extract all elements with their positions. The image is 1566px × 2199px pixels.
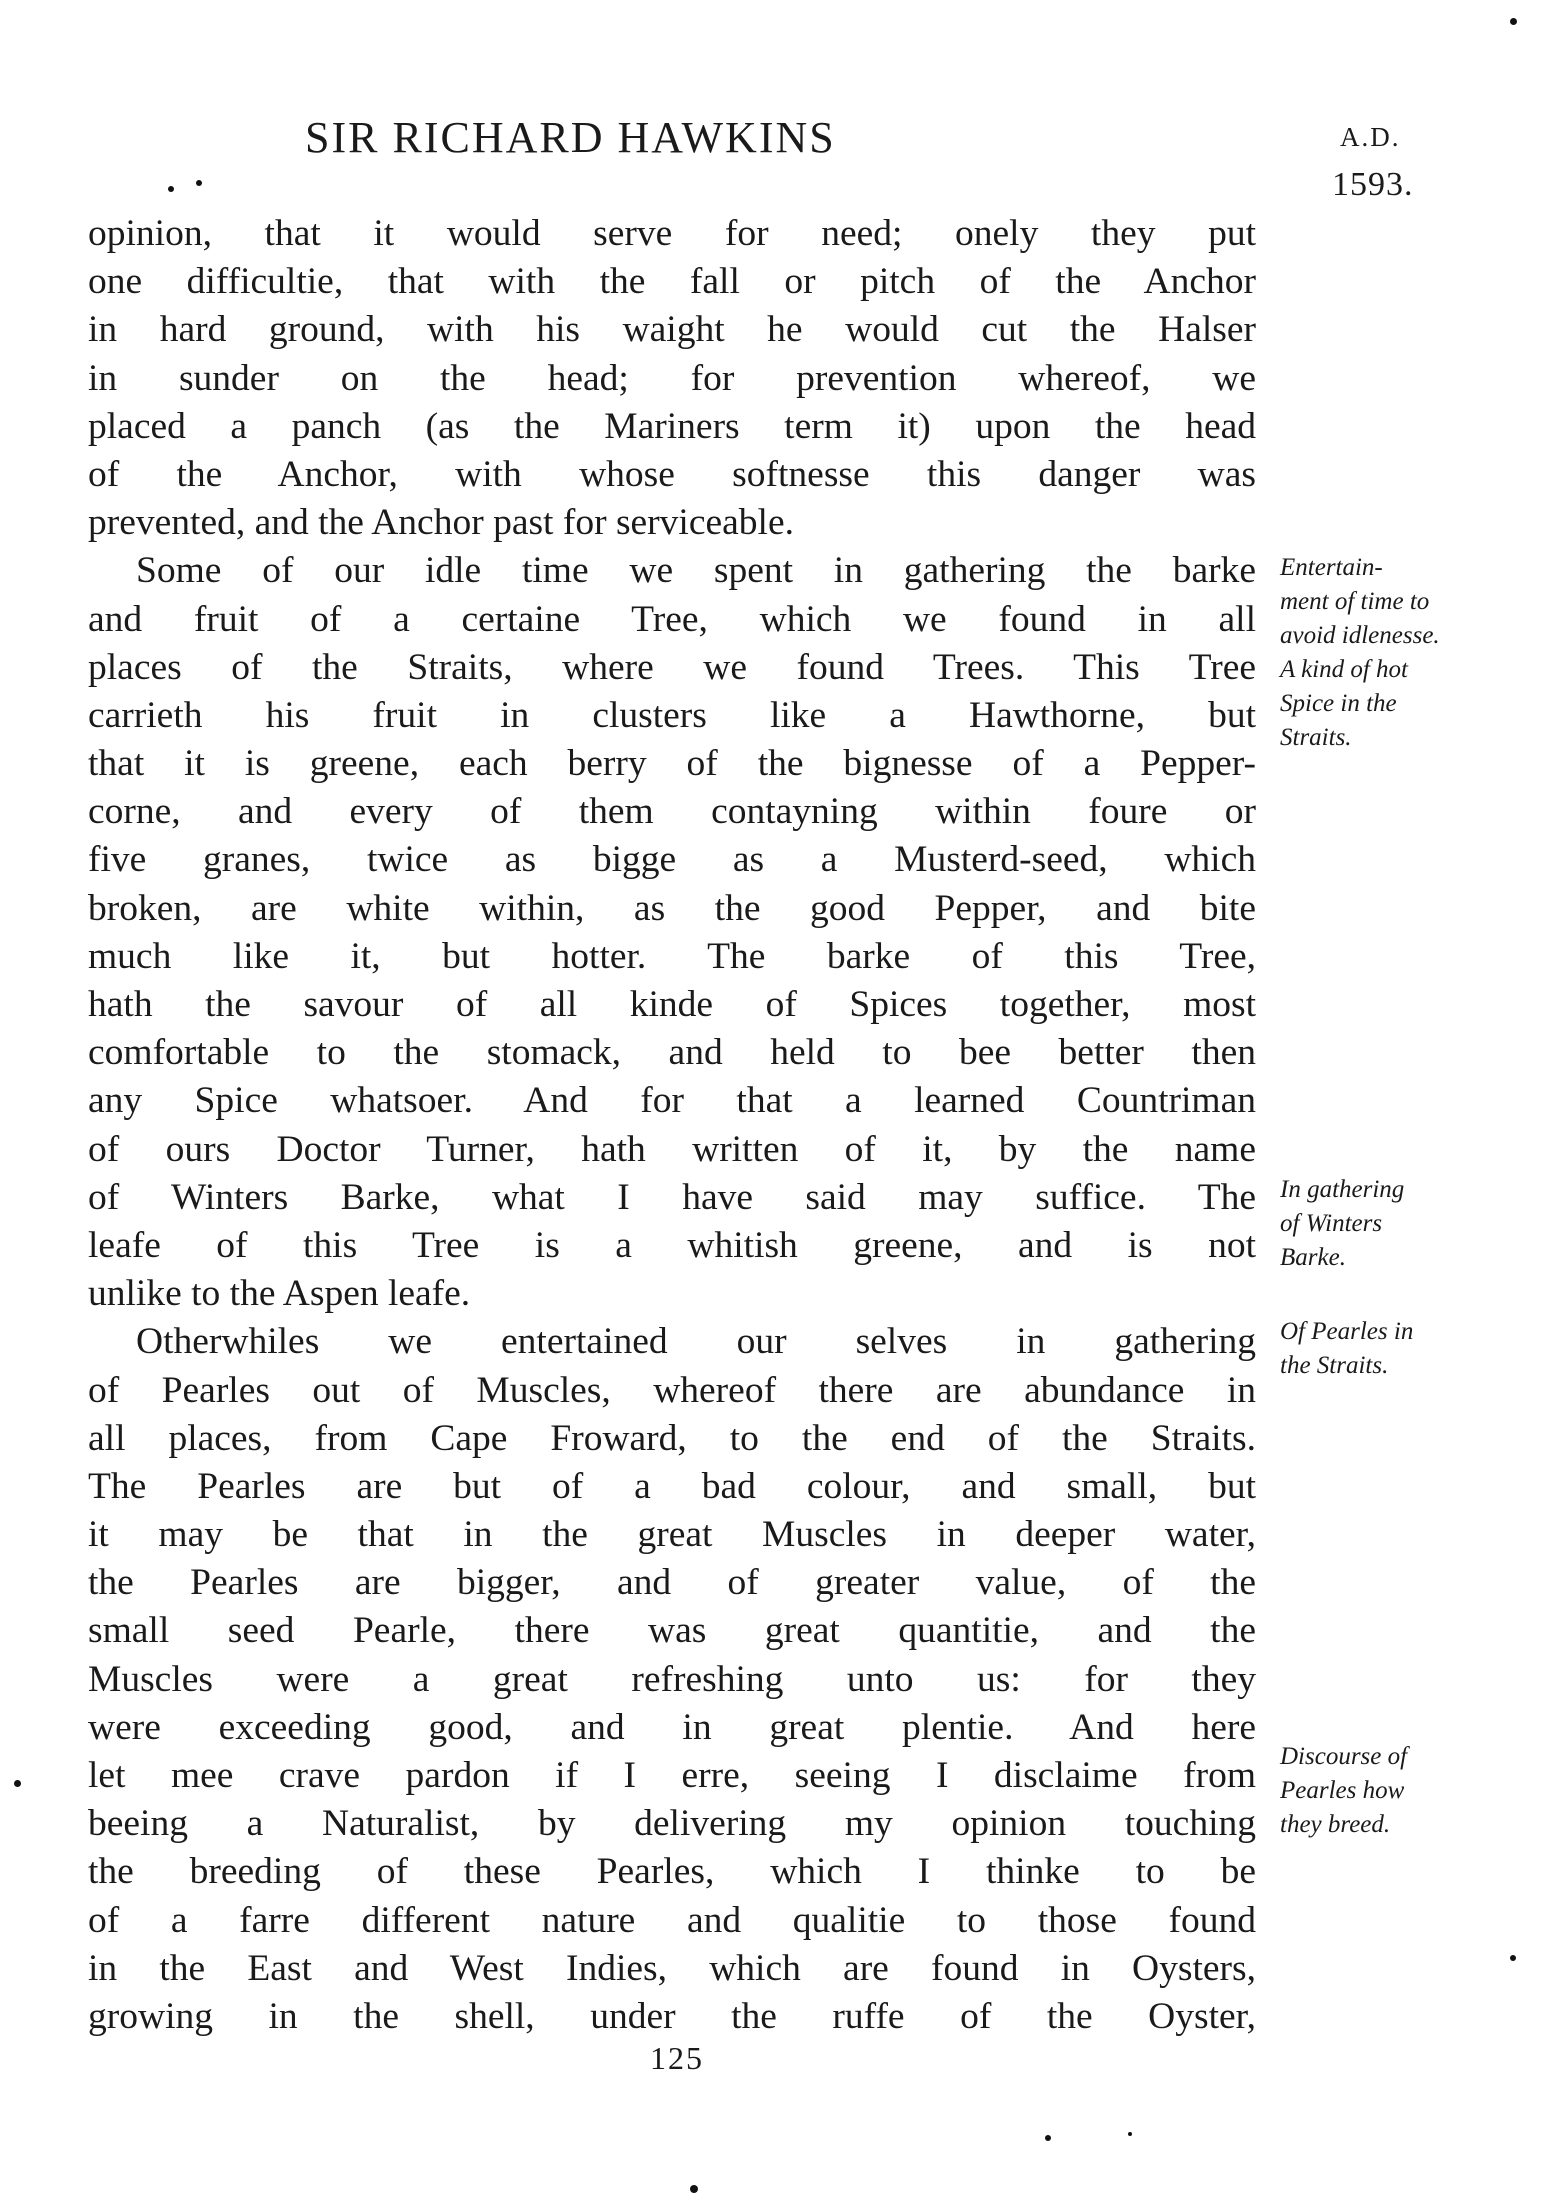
text-line: let mee crave pardon if I erre, seeing I disclaime from <box>88 1755 1256 1796</box>
marginal-note-entertainment <box>1280 551 1480 755</box>
scan-speck <box>168 186 174 192</box>
marginal-note-pearles-breed <box>1280 1740 1480 1842</box>
marginal-note-pearles-straits <box>1280 1315 1480 1383</box>
text-line: broken, are white within, as the good Pepper, and bite <box>88 887 1256 929</box>
text-line: of Pearles out of Muscles, whereof there are abundance in <box>88 1369 1256 1411</box>
text-line: opinion, that it would serve for need; onely they put <box>88 213 1256 254</box>
text-line: that it is greene, each berry of the bignesse of a Pepper- <box>88 743 1256 785</box>
text-line: The Pearles are but of a bad colour, and small, but <box>88 1465 1256 1507</box>
text-line: the breeding of these Pearles, which I thinke to be <box>88 1851 1256 1893</box>
paragraph-start-line: Some of our idle time we spent in gathering the barke <box>136 550 1256 592</box>
marginal-note-line: Pearles how <box>1280 1777 1405 1804</box>
marginal-note-line: Of Pearles in <box>1280 1318 1414 1345</box>
marginal-note-line: they breed. <box>1280 1811 1391 1838</box>
text-line: one difficultie, that with the fall or pitch of the Anchor <box>88 261 1256 303</box>
text-line: corne, and every of them contayning within foure or <box>88 791 1256 833</box>
scan-speck <box>196 180 202 186</box>
text-line: growing in the shell, under the ruffe of the Oyster, <box>88 1995 1256 2037</box>
text-line: of ours Doctor Turner, hath written of it, by the name <box>88 1128 1256 1170</box>
text-line: small seed Pearle, there was great quantitie, and the <box>88 1610 1256 1652</box>
text-line: carrieth his fruit in clusters like a Hawthorne, but <box>88 694 1256 736</box>
text-line: it may be that in the great Muscles in deeper water, <box>88 1514 1256 1556</box>
marginal-note-line: Straits. <box>1280 724 1352 751</box>
text-line: beeing a Naturalist, by delivering my opinion touching <box>88 1803 1256 1845</box>
margin-date-label: A.D. <box>1340 122 1401 152</box>
marginal-note-line: Barke. <box>1280 1244 1346 1271</box>
scan-speck <box>1128 2132 1132 2136</box>
text-line: all places, from Cape Froward, to the end of the Straits. <box>88 1417 1256 1459</box>
text-line: of Winters Barke, what I have said may suffice. The <box>88 1176 1256 1218</box>
text-line: leafe of this Tree is a whitish greene, and is not <box>88 1224 1256 1266</box>
text-line: much like it, but hotter. The barke of this Tree, <box>88 935 1256 977</box>
text-line: prevented, and the Anchor past for serviceable. <box>88 502 794 544</box>
text-line: comfortable to the stomack, and held to bee better then <box>88 1032 1256 1074</box>
text-line: in sunder on the head; for prevention whereof, we <box>88 357 1256 399</box>
text-line: placed a panch (as the Mariners term it) upon the head <box>88 405 1256 447</box>
marginal-note-line: A kind of hot <box>1280 656 1409 683</box>
text-line: were exceeding good, and in great plentie. And here <box>88 1706 1256 1748</box>
text-line: in the East and West Indies, which are found in Oysters, <box>88 1947 1256 1989</box>
scan-speck <box>14 1780 21 1787</box>
margin-date-year: 1593. <box>1332 166 1414 203</box>
text-line: the Pearles are bigger, and of greater value, of the <box>88 1562 1256 1604</box>
text-line: places of the Straits, where we found Trees. This Tree <box>88 646 1256 688</box>
running-head-title: SIR RICHARD HAWKINS <box>305 113 836 162</box>
text-line: any Spice whatsoer. And for that a learned Countriman <box>88 1080 1256 1122</box>
marginal-note-line: Discourse of <box>1280 1743 1408 1770</box>
scan-speck <box>1045 2135 1051 2141</box>
scan-speck <box>690 2185 698 2193</box>
text-line: of the Anchor, with whose softnesse this danger was <box>88 453 1256 495</box>
marginal-note-line: avoid idlenesse. <box>1280 622 1440 649</box>
scan-speck <box>1510 1955 1516 1961</box>
text-line: and fruit of a certaine Tree, which we found in all <box>88 598 1256 640</box>
marginal-note-line: ment of time to <box>1280 588 1430 615</box>
body-text <box>88 210 1256 2041</box>
marginal-note-line: the Straits. <box>1280 1352 1389 1379</box>
text-line: hath the savour of all kinde of Spices together, most <box>88 984 1256 1025</box>
paragraph-start-line: Otherwhiles we entertained our selves in gathering <box>136 1321 1256 1363</box>
marginal-note-line: Spice in the <box>1280 690 1397 717</box>
text-line: of a farre different nature and qualitie to those found <box>88 1899 1256 1941</box>
text-line: in hard ground, with his waight he would cut the Halser <box>88 309 1256 351</box>
marginal-note-line: Entertain- <box>1280 554 1383 581</box>
scan-speck <box>1510 18 1517 25</box>
marginal-note-line: of Winters <box>1280 1210 1383 1237</box>
marginal-note-line: In gathering <box>1280 1176 1405 1203</box>
text-line: Muscles were a great refreshing unto us: for they <box>88 1658 1256 1700</box>
marginal-note-winters-barke <box>1280 1173 1480 1275</box>
page-number: 125 <box>650 2040 704 2076</box>
text-line: five granes, twice as bigge as a Musterd-seed, which <box>88 839 1256 881</box>
text-line: unlike to the Aspen leafe. <box>88 1273 471 1315</box>
